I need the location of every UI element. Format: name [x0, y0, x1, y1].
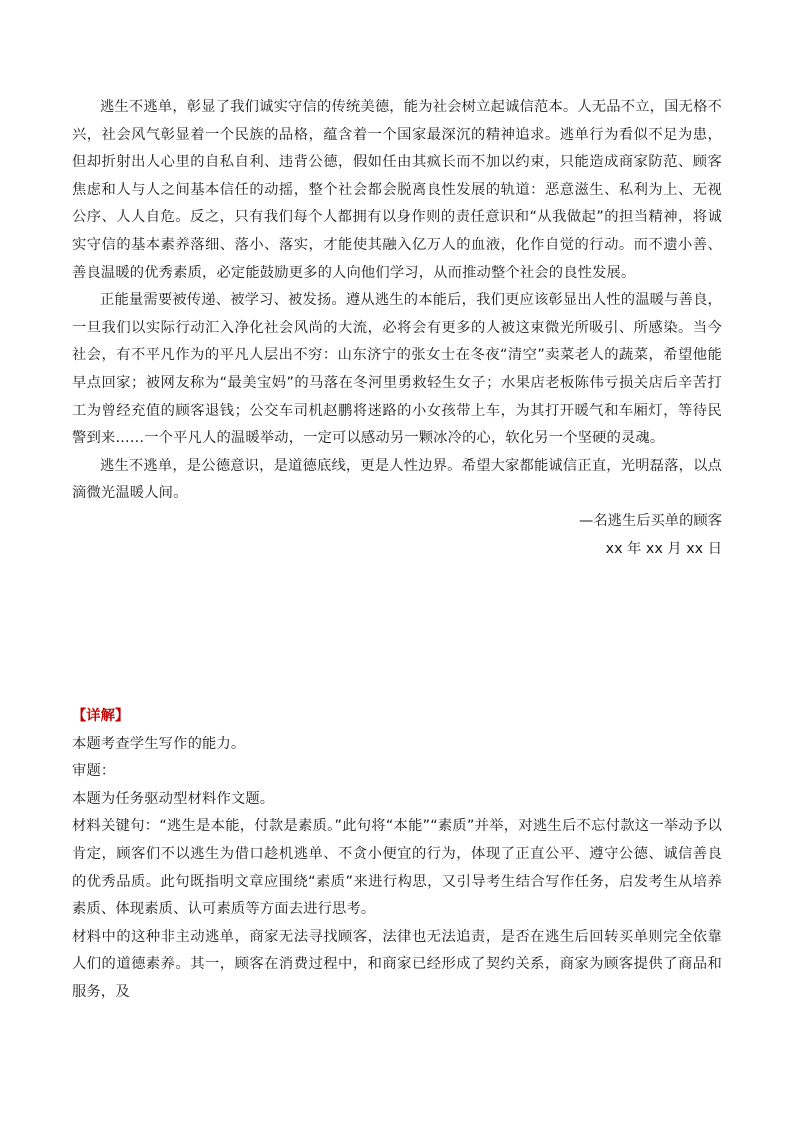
essay-paragraph-3: 逃生不逃单，是公德意识，是道德底线，更是人性边界。希望大家都能诚信正直，光明磊落，以点滴微光温暖人间。	[72, 457, 722, 502]
essay-date: xx 年 xx 月 xx 日	[605, 540, 722, 557]
essay-signature: —名逃生后买单的顾客	[579, 512, 722, 529]
detail-line-3: 本题为任务驱动型材料作文题。	[72, 790, 275, 807]
detail-heading: 【详解】	[72, 708, 130, 724]
essay-paragraph-1: 逃生不逃单，彰显了我们诚实守信的传统美德，能为社会树立起诚信范本。人无品不立，国无格不兴，社会风气彰显着一个民族的品格，蕴含着一个国家最深沉的精神追求。逃单行为看似不足为患，但却折射出人心里的自私自利、违背公德，假如任由其疯长而不加以约束，只能造成商家防范、顾客焦虑和人与人之间基本信任的动摇，整个社会都会脱离良性发展的轨道：恶意滋生、私利为上、无视公序、人人自危。反之，只有我们每个人都拥有以身作则的责任意识和“从我做起”的担当精神，将诚实守信的基本素养落细、落小、落实，才能使其融入亿万人的血液，化作自觉的行动。而不遗小善、善良温暖的优秀素质，必定能鼓励更多的人向他们学习，从而推动整个社会的良性发展。	[72, 99, 722, 281]
detail-section	[72, 703, 722, 1007]
essay-body	[72, 94, 722, 563]
detail-line-5: 材料中的这种非主动逃单，商家无法寻找顾客，法律也无法追责，是否在逃生后回转买单则完全依靠人们的道德素养。其一，顾客在消费过程中，和商家已经形成了契约关系，商家为顾客提供了商品和服务，及	[72, 928, 722, 1000]
detail-line-2: 审题：	[72, 763, 116, 780]
detail-line-1: 本题考查学生写作的能力。	[72, 735, 246, 752]
essay-paragraph-2: 正能量需要被传递、被学习、被发扬。遵从逃生的本能后，我们更应该彰显出人性的温暖与善良，一旦我们以实际行动汇入净化社会风尚的大流，必将会有更多的人被这束微光所吸引、所感染。当今社会，有不平凡作为的平凡人层出不穷：山东济宁的张女士在冬夜“清空”卖菜老人的蔬菜，希望他能早点回家；被网友称为“最美宝妈”的马落在冬河里勇救轻生女子；水果店老板陈伟亏损关店后辛苦打工为曾经充值的顾客退钱；公交车司机赵鹏将迷路的小女孩带上车，为其打开暖气和车厢灯，等待民警到来……一个平凡人的温暖举动，一定可以感动另一颗冰冷的心，软化另一个坚硬的灵魂。	[72, 292, 722, 447]
detail-line-4: 材料关键句：“逃生是本能，付款是素质。”此句将“本能”“素质”并举，对逃生后不忘付款这一举动予以肯定，顾客们不以逃生为借口趁机逃单、不贪小便宜的行为，体现了正直公平、遵守公德、诚信善良的优秀品质。此句既指明文章应围绕“素质”来进行构思，又引导考生结合写作任务，启发考生从培养素质、体现素质、认可素质等方面去进行思考。	[72, 818, 722, 918]
